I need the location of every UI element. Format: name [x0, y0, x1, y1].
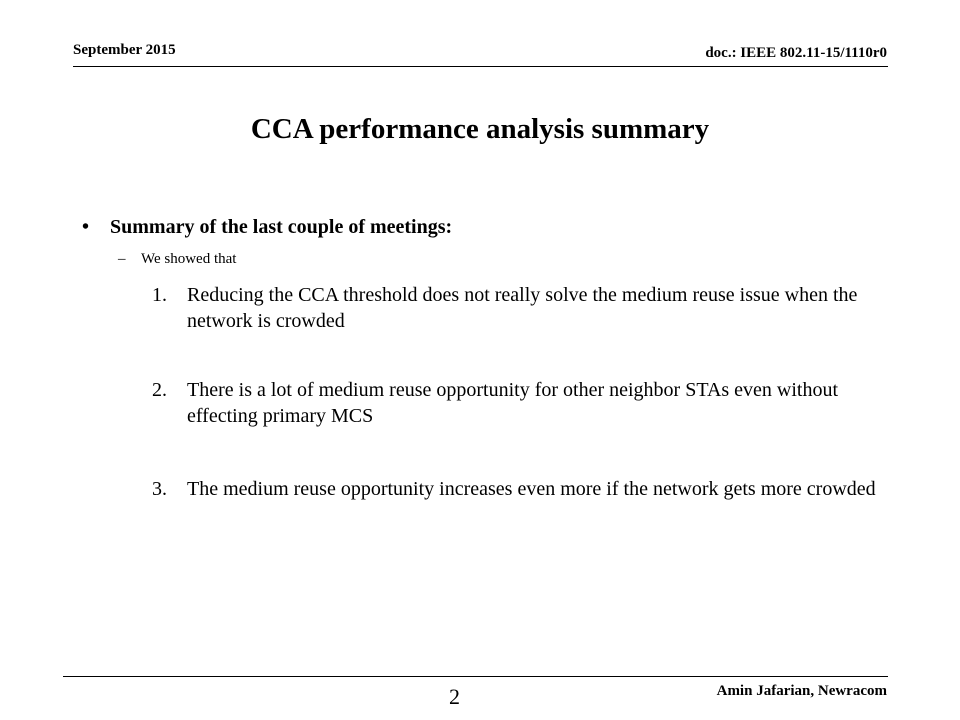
list-item-text: The medium reuse opportunity increases even more if the network gets more crowded	[187, 478, 876, 500]
sub-bullet	[118, 251, 236, 268]
list-item	[152, 282, 892, 334]
sub-bullet-text: We showed that	[141, 251, 237, 267]
list-item	[152, 476, 892, 502]
bullet-dot-icon: •	[82, 216, 90, 238]
footer-divider	[63, 676, 888, 677]
list-item-text: There is a lot of medium reuse opportunity for other neighbor STAs even without effecting primary MCS	[187, 379, 839, 427]
main-bullet-text: Summary of the last couple of meetings:	[110, 216, 453, 238]
list-item-text: Reducing the CCA threshold does not really solve the medium reuse issue when the network is crowded	[187, 284, 858, 332]
list-item-number: 3.	[152, 478, 167, 500]
page-number: 2	[449, 684, 460, 709]
header-divider	[73, 66, 888, 67]
slide-title: CCA performance analysis summary	[250, 113, 710, 145]
header-doc-id: doc.: IEEE 802.11-15/1110r0	[705, 45, 887, 61]
list-item	[152, 377, 892, 429]
list-item-number: 2.	[152, 379, 167, 401]
list-item-number: 1.	[152, 284, 167, 306]
footer-author: Amin Jafarian, Newracom	[716, 683, 887, 699]
sub-bullet-dash-icon: –	[118, 251, 126, 267]
header-date: September 2015	[73, 42, 176, 58]
main-bullet	[82, 216, 452, 239]
